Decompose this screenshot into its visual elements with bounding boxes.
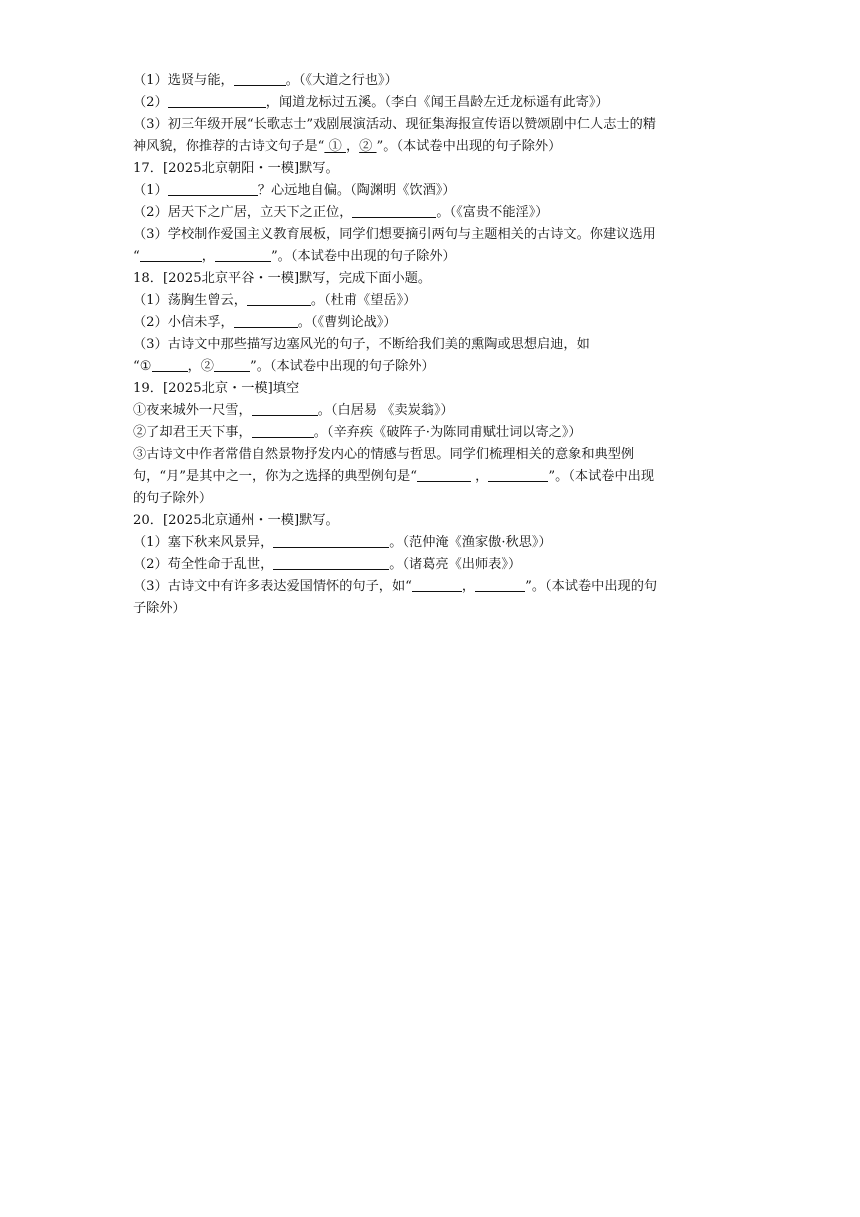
answer-blank-1[interactable] <box>140 247 202 262</box>
text: ”。（本试卷中出现的句 <box>525 579 658 594</box>
q20-title: 20．[2025北京通州・一模]默写。 <box>133 513 339 528</box>
q16-item-3-line1 <box>133 114 733 136</box>
q16-item-2 <box>133 92 733 114</box>
q20-item-3-line2 <box>133 598 733 620</box>
q17-item-2 <box>133 202 733 224</box>
answer-blank[interactable] <box>168 93 266 108</box>
text: ， <box>201 249 215 264</box>
answer-blank[interactable] <box>273 555 389 570</box>
text: ，② <box>187 359 214 374</box>
q19-item-2 <box>133 422 733 444</box>
text: 。（范仲淹《渔家傲·秋思》） <box>389 535 552 550</box>
q18-item-1 <box>133 290 733 312</box>
q18-title: 18．[2025北京平谷・一模]默写，完成下面小题。 <box>133 271 432 286</box>
q19-item-1 <box>133 400 733 422</box>
answer-blank-2[interactable] <box>488 467 548 482</box>
answer-blank-1[interactable] <box>412 577 462 592</box>
text: 句，“月”是其中之一，你为之选择的典型例句是“ <box>133 469 417 484</box>
text: ，闻道龙标过五溪。（李白《闻王昌龄左迁龙标遥有此寄》） <box>265 95 609 110</box>
q16-item-3-line2 <box>133 136 733 158</box>
text: 。（《大道之行也》） <box>285 73 398 88</box>
text: ”。（本试卷中出现 <box>548 469 655 484</box>
answer-blank-1[interactable] <box>152 357 188 372</box>
q18-item-3-line2 <box>133 356 733 378</box>
q19-item-3-line2 <box>133 466 733 488</box>
q20-item-3-line1 <box>133 576 733 598</box>
q17-item-1 <box>133 180 733 202</box>
text: 。（《曹刿论战》） <box>297 315 397 330</box>
answer-blank[interactable] <box>352 203 436 218</box>
q20-item-1 <box>133 532 733 554</box>
text: ①夜来城外一尺雪， <box>133 403 252 418</box>
answer-blank-1[interactable]: ① <box>324 139 346 154</box>
text: “① <box>133 359 152 374</box>
text: ”。（本试卷中出现的句子除外） <box>270 249 456 264</box>
answer-blank-2[interactable] <box>475 577 525 592</box>
q19-title: 19．[2025北京・一模]填空 <box>133 381 300 396</box>
answer-blank[interactable] <box>273 533 389 548</box>
text: 。（诸葛亮《出师表》） <box>389 557 522 572</box>
text: ③古诗文中作者常借自然景物抒发内心的情感与哲思。同学们梳理相关的意象和典型例 <box>133 447 635 462</box>
text: ， <box>345 139 360 154</box>
text: （2）居天下之广居，立天下之正位， <box>133 205 353 220</box>
text: 子除外） <box>133 601 186 616</box>
q17-item-3-line2 <box>133 246 733 268</box>
text: （1）选贤与能， <box>133 73 234 88</box>
answer-blank[interactable] <box>168 181 258 196</box>
text: （3）古诗文中有许多表达爱国情怀的句子，如“ <box>133 579 412 594</box>
q20-item-2 <box>133 554 733 576</box>
text: “ <box>133 249 140 264</box>
answer-blank[interactable] <box>234 313 298 328</box>
text: ？心远地自偏。（陶渊明《饮酒》） <box>257 183 456 198</box>
text: （3）初三年级开展“长歌志士”戏剧展演活动、现征集海报宣传语以赞颂剧中仁人志士的精 <box>133 117 656 132</box>
text: 。（《富贵不能淫》） <box>436 205 549 220</box>
text: ”。（本试卷中出现的句子除外） <box>376 139 562 154</box>
text: （2）小信未孚， <box>133 315 234 330</box>
text: （2）苟全性命于乱世， <box>133 557 274 572</box>
q18-item-2 <box>133 312 733 334</box>
text: （1）塞下秋来风景异， <box>133 535 274 550</box>
text: （3）学校制作爱国主义教育展板，同学们想要摘引两句与主题相关的古诗文。你建议选用 <box>133 227 656 242</box>
q19-item-3-line3 <box>133 488 733 510</box>
text: （2） <box>133 95 168 110</box>
q17-item-3-line1 <box>133 224 733 246</box>
answer-blank[interactable] <box>247 291 311 306</box>
text: ”。（本试卷中出现的句子除外） <box>249 359 435 374</box>
text: 神风貌，你推荐的古诗文句子是“ <box>133 139 325 154</box>
q16-item-1 <box>133 70 733 92</box>
text: （1） <box>133 183 168 198</box>
answer-blank-2[interactable]: ② <box>359 139 377 154</box>
q19-item-3-line1 <box>133 444 733 466</box>
answer-blank-2[interactable] <box>215 247 271 262</box>
text: （3）古诗文中那些描写边塞风光的句子，不断给我们美的熏陶或思想启迪，如 <box>133 337 590 352</box>
text: 的句子除外） <box>133 491 213 506</box>
answer-blank-1[interactable] <box>417 467 471 482</box>
answer-blank[interactable] <box>234 71 286 86</box>
answer-blank-2[interactable] <box>214 357 250 372</box>
exam-page <box>133 70 733 620</box>
q18-item-3-line1 <box>133 334 733 356</box>
answer-blank[interactable] <box>252 401 318 416</box>
text: ， <box>461 579 476 594</box>
q17-title: 17．[2025北京朝阳・一模]默写。 <box>133 161 339 176</box>
text: 。（白居易 《卖炭翁》） <box>317 403 454 418</box>
text: 。（辛弃疾《破阵子·为陈同甫赋壮词以寄之》） <box>313 425 582 440</box>
text: ， <box>470 469 489 484</box>
text: （1）荡胸生曾云， <box>133 293 247 308</box>
answer-blank[interactable] <box>252 423 314 438</box>
text: ②了却君王天下事， <box>133 425 252 440</box>
text: 。（杜甫《望岳》） <box>310 293 417 308</box>
